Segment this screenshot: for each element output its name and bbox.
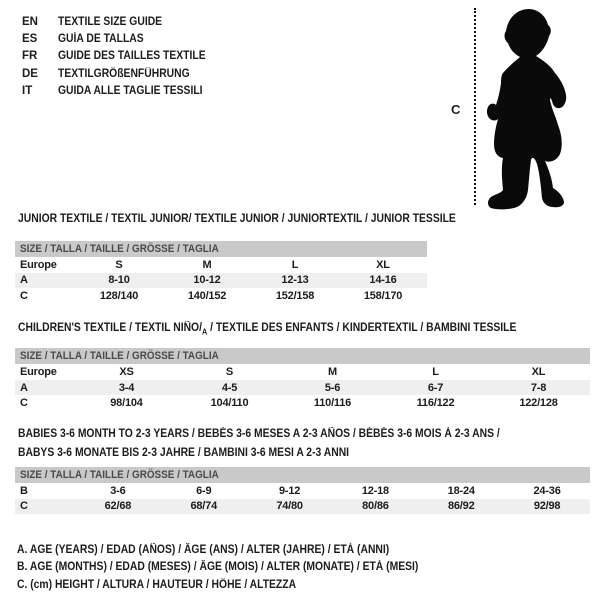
value-cell: 8-10 [108,274,130,287]
size-cell: L [432,366,439,379]
value-cell: 10-12 [193,274,221,287]
value-cell: 104/110 [210,397,249,410]
childrens-table-title-text [18,321,516,339]
size-cell: XL [531,366,546,379]
childrens-table-title [15,321,590,339]
language-row-it [22,83,222,100]
row-label: A [20,381,28,394]
table-row [15,380,590,396]
size-cell: XL [376,258,390,271]
value-cell: 3-4 [118,381,135,394]
junior-table-title-text: JUNIOR TEXTILE / TEXTIL JUNIOR/ TEXTILE JUNIOR / JUNIORTEXTIL / JUNIOR TESSILE [18,213,456,225]
language-list [22,13,222,100]
row-label: B [20,484,28,497]
value-cell: 4-5 [221,381,238,394]
size-cell: L [291,258,299,271]
language-code: IT [22,85,33,98]
language-code: FR [22,50,38,63]
value-cell: 12-18 [361,484,389,497]
size-header-bar [15,241,427,257]
value-cell: 6-7 [427,381,444,394]
table-row [15,483,590,499]
row-label: C [20,500,28,513]
babies-title-line2: BABYS 3-6 MONATE BIS 2-3 JAHRE / BAMBINI 3-6 MESI A 2-3 ANNI [18,447,350,459]
value-cell: 12-13 [281,274,309,287]
value-cell: 18-24 [447,484,475,497]
table-row [15,395,590,411]
language-row-en [22,13,222,30]
babies-table-title [15,425,590,463]
language-row-fr [22,48,222,65]
size-header-bar [15,467,590,483]
value-cell: 7-8 [530,381,547,394]
junior-textile-table [15,212,456,304]
value-cell: 9-12 [278,484,301,497]
toddler-silhouette-icon [486,7,599,213]
height-dotted-line [474,8,476,205]
title-segment: / TEXTILE DES ENFANTS / KINDERTEXTIL / BAMBINI TESSILE [207,322,517,334]
babies-title-line1: BABIES 3-6 MONTH TO 2-3 YEARS / BEBÉS 3-6 MESES A 2-3 AÑOS / BÉBÉS 3-6 MOIS À 2-3 ANS / [18,428,500,440]
title-segment: CHILDREN'S TEXTILE / TEXTIL NIÑO/ [18,322,202,334]
value-cell: 86/92 [447,500,475,513]
table-row [15,288,427,304]
language-label: TEXTILE SIZE GUIDE [58,15,163,28]
language-row-de [22,65,222,82]
value-cell: 110/116 [313,397,352,410]
size-header-label: SIZE / TALLA / TAILLE / GRÖSSE / TAGLIA [20,350,219,363]
language-label: TEXTILGRÖßENFÜHRUNG [58,67,190,80]
size-cell: M [328,366,337,379]
footnote-a [17,541,463,559]
value-cell: 116/122 [416,397,455,410]
language-code: ES [22,33,38,46]
value-cell: 24-36 [533,484,561,497]
table-row [15,499,590,515]
size-cell: S [115,258,123,271]
title-subscript: A [201,327,208,337]
row-label: A [20,274,28,287]
babies-textile-table [15,425,590,514]
value-cell: 68/74 [190,500,217,513]
value-cell: 62/68 [104,500,132,513]
language-label: GUIDE DES TAILLES TEXTILE [58,50,206,63]
childrens-textile-table [15,321,590,411]
value-cell: 6-9 [196,484,212,497]
footnote-c-text: C. (cm) HEIGHT / ALTURA / HAUTEUR / HÖHE / ALTEZZA [17,578,297,591]
size-cell: S [225,366,234,379]
footnotes [17,541,463,594]
row-label: Europe [20,258,57,271]
size-header-label: SIZE / TALLA / TAILLE / GRÖSSE / TAGLIA [20,469,219,481]
value-cell: 122/128 [519,397,558,410]
value-cell: 14-16 [369,274,397,287]
size-cell: M [202,258,212,271]
table-row [15,273,427,289]
value-cell: 80/86 [362,500,389,513]
value-cell: 140/152 [187,289,227,302]
footnote-a-text: A. AGE (YEARS) / EDAD (AÑOS) / ÂGE (ANS) / ALTER (JAHRE) / ETÀ (ANNI) [17,543,390,556]
language-row-es [22,30,222,47]
value-cell: 152/158 [275,289,315,302]
junior-table-title [15,212,456,226]
language-label: GUIDA ALLE TAGLIE TESSILI [58,85,203,98]
language-label: GUÍA DE TALLAS [58,33,144,46]
row-label: Europe [20,366,57,379]
value-cell: 74/80 [276,500,303,513]
size-cell: XS [119,366,134,379]
table-row [15,364,590,380]
size-header-bar [15,348,590,364]
footnote-c [17,576,463,594]
language-code: DE [22,67,38,80]
language-code: EN [22,15,38,28]
footnote-b-text: B. AGE (MONTHS) / EDAD (MESES) / ÂGE (MOIS) / ALTER (MONATE) / ETÀ (MESI) [17,561,419,574]
footnote-b [17,559,463,577]
value-cell: 128/140 [99,289,139,302]
size-header-label: SIZE / TALLA / TAILLE / GRÖSSE / TAGLIA [20,243,219,255]
row-label: C [20,397,28,410]
value-cell: 158/170 [363,289,403,302]
height-measure-label: C [451,102,461,117]
value-cell: 92/98 [533,500,561,513]
table-row [15,257,427,273]
value-cell: 98/104 [110,397,143,410]
row-label: C [20,289,28,302]
value-cell: 3-6 [110,484,126,497]
value-cell: 5-6 [324,381,341,394]
